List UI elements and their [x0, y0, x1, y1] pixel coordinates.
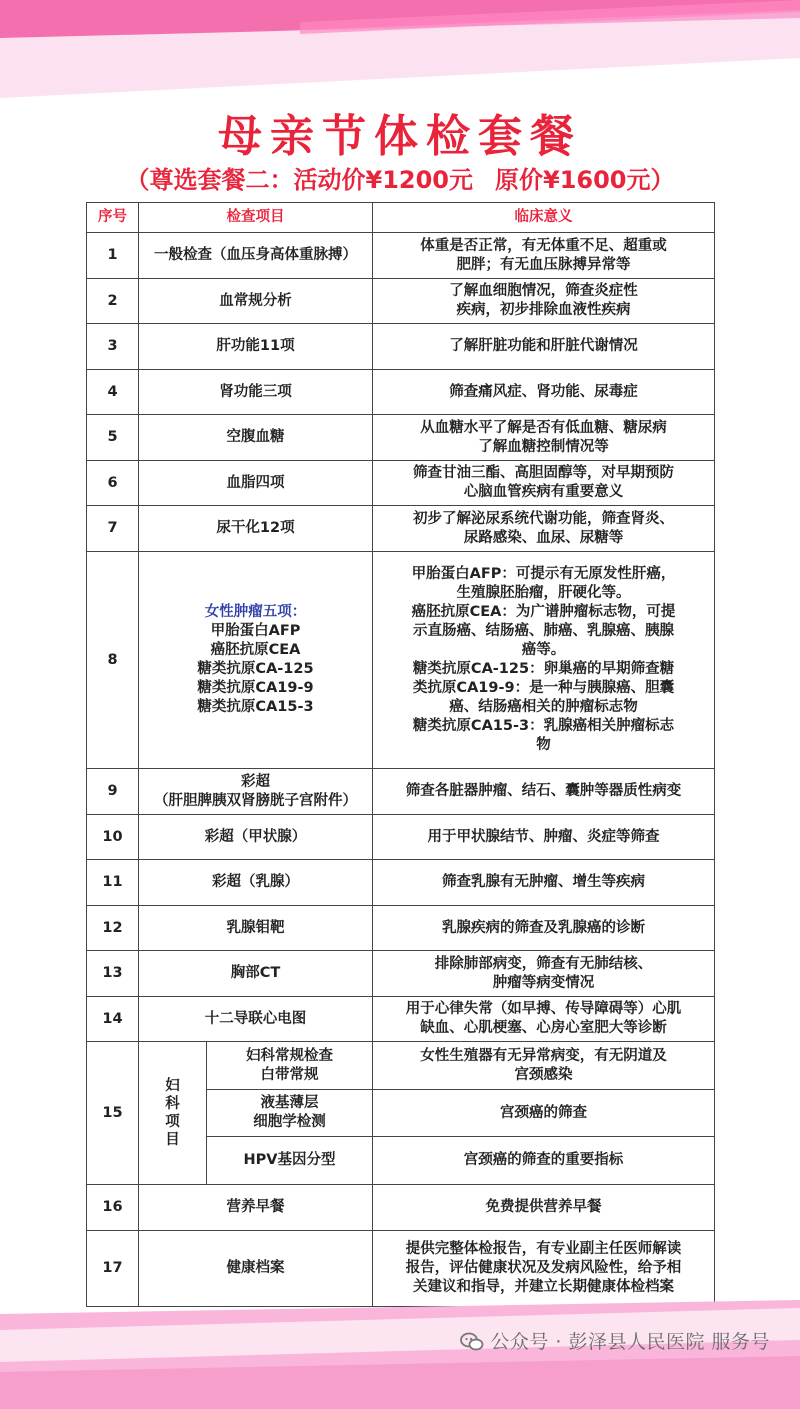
meaning-line: 用于心律失常（如早搏、传导障碍等）心肌 [405, 1001, 682, 1017]
check-item [207, 1090, 373, 1137]
table-row [87, 860, 715, 906]
meaning-line: 尿路感染、血尿、尿糖等 [463, 529, 624, 546]
meaning-line: 疾病，初步排除血液性疾病 [456, 302, 631, 318]
check-item: 血脂四项 [139, 461, 373, 506]
group-char: 妇 [165, 1078, 180, 1094]
meaning-line: 了解肝脏功能和肝脏代谢情况 [449, 338, 638, 354]
meaning-line: 筛查乳腺有无肿瘤、增生等疾病 [442, 874, 645, 890]
check-item: 空腹血糖 [139, 415, 373, 461]
meaning-line: 甲胎蛋白AFP：可提示有无原发性肝癌， [411, 566, 676, 582]
group-char: 目 [165, 1132, 180, 1148]
meaning-line: 宫颈感染 [514, 1066, 573, 1083]
meaning-line: 糖类抗原CA-125：卵巢癌的早期筛查糖 [412, 661, 675, 677]
item-line: 细胞学检测 [253, 1114, 326, 1130]
meaning-line: 肥胖；有无血压脉搏异常等 [456, 256, 631, 273]
table-row [87, 769, 715, 815]
check-item [207, 1137, 373, 1185]
group-char: 科 [165, 1096, 180, 1112]
gyn-group-label [139, 1042, 207, 1185]
meaning-line: 免费提供营养早餐 [485, 1199, 602, 1215]
meaning-line: 示直肠癌、结肠癌、肺癌、乳腺癌、胰腺 [413, 623, 674, 639]
meaning-line: 报告，评估健康状况及发病风险性，给予相 [405, 1260, 682, 1276]
item-group-title: 女性肿瘤五项： [204, 604, 307, 620]
row-number: 1 [87, 233, 139, 279]
clinical-meaning [373, 279, 715, 324]
row-number: 10 [87, 815, 139, 860]
clinical-meaning [373, 1185, 715, 1231]
clinical-meaning [373, 552, 715, 769]
item-line: 糖类抗原CA19-9 [197, 680, 314, 696]
check-item: 一般检查（血压身高体重脉搏） [139, 233, 373, 279]
meaning-line: 生殖腺胚胎瘤，肝硬化等。 [456, 585, 631, 601]
meaning-line: 从血糖水平了解是否有低血糖、糖尿病 [420, 419, 667, 436]
check-item [139, 552, 373, 769]
subtitle-original-price: 原价¥1600元） [495, 166, 675, 194]
check-item [139, 769, 373, 815]
table-row [87, 1042, 715, 1090]
table-row [87, 324, 715, 370]
footer-watermark [460, 1327, 770, 1354]
clinical-meaning [373, 233, 715, 279]
meaning-line: 用于甲状腺结节、肿瘤、炎症等筛查 [427, 828, 660, 845]
header-item: 检查项目 [139, 203, 373, 233]
check-item: 健康档案 [139, 1231, 373, 1307]
item-line: HPV基因分型 [243, 1152, 336, 1168]
item-line: 彩超 [241, 773, 270, 790]
meaning-line: 初步了解泌尿系统代谢功能，筛查肾炎、 [413, 510, 674, 527]
row-number: 8 [87, 552, 139, 769]
table-row [87, 233, 715, 279]
meaning-line: 癌、结肠癌相关的肿瘤标志物 [449, 699, 638, 715]
clinical-meaning [373, 997, 715, 1042]
row-number: 15 [87, 1042, 139, 1185]
clinical-meaning [373, 815, 715, 860]
row-number: 16 [87, 1185, 139, 1231]
item-line: 妇科常规检查 [246, 1047, 333, 1064]
row-number: 12 [87, 906, 139, 951]
row-number: 2 [87, 279, 139, 324]
meaning-line: 糖类抗原CA15-3：乳腺癌相关肿瘤标志 [412, 718, 675, 734]
checkup-table [86, 202, 715, 1307]
meaning-line: 缺血、心肌梗塞、心房心室肥大等诊断 [420, 1020, 667, 1036]
check-item: 胸部CT [139, 951, 373, 997]
subtitle-price: （尊选套餐二：活动价¥1200元 [125, 166, 473, 194]
meaning-line: 宫颈癌的筛查的重要指标 [463, 1152, 624, 1168]
row-number: 9 [87, 769, 139, 815]
clinical-meaning [373, 906, 715, 951]
check-item: 彩超（甲状腺） [139, 815, 373, 860]
table-row [87, 1231, 715, 1307]
check-item: 尿干化12项 [139, 506, 373, 552]
item-line: 癌胚抗原CEA [210, 642, 301, 658]
clinical-meaning [373, 506, 715, 552]
meaning-line: 肿瘤等病变情况 [492, 974, 595, 991]
meaning-line: 关建议和指导，并建立长期健康体检档案 [413, 1279, 674, 1295]
clinical-meaning [373, 461, 715, 506]
item-line: 液基薄层 [260, 1095, 319, 1111]
clinical-meaning [373, 1042, 715, 1090]
table-row [87, 506, 715, 552]
check-item: 乳腺钼靶 [139, 906, 373, 951]
footer-text: 公众号 · 彭泽县人民医院 服务号 [490, 1331, 770, 1353]
row-number: 6 [87, 461, 139, 506]
check-item: 营养早餐 [139, 1185, 373, 1231]
wechat-icon [460, 1332, 484, 1352]
table-row [87, 951, 715, 997]
table-row [87, 370, 715, 415]
clinical-meaning [373, 324, 715, 370]
meaning-line: 心脑血管疾病有重要意义 [463, 484, 624, 500]
clinical-meaning [373, 860, 715, 906]
item-line: 白带常规 [260, 1066, 319, 1083]
header-meaning: 临床意义 [373, 203, 715, 233]
clinical-meaning [373, 415, 715, 461]
table-row [87, 906, 715, 951]
meaning-line: 了解血细胞情况，筛查炎症性 [449, 283, 638, 299]
meaning-line: 排除肺部病变，筛查有无肺结核、 [434, 955, 653, 972]
meaning-line: 提供完整体检报告，有专业副主任医师解读 [405, 1241, 682, 1257]
table-row [87, 415, 715, 461]
item-line: 糖类抗原CA-125 [197, 661, 314, 677]
check-item: 血常规分析 [139, 279, 373, 324]
meaning-line: 类抗原CA19-9：是一种与胰腺癌、胆囊 [412, 680, 675, 696]
table-row [87, 279, 715, 324]
table-row [87, 997, 715, 1042]
clinical-meaning [373, 1231, 715, 1307]
meaning-line: 了解血糖控制情况等 [478, 438, 609, 455]
bottom-decoration [0, 1300, 800, 1409]
row-number: 13 [87, 951, 139, 997]
meaning-line: 物 [536, 737, 551, 753]
table-header [87, 203, 715, 233]
row-number: 4 [87, 370, 139, 415]
check-item [207, 1042, 373, 1090]
page-title: 母亲节体检套餐 [218, 111, 582, 162]
check-item: 肝功能11项 [139, 324, 373, 370]
clinical-meaning [373, 1090, 715, 1137]
table-row [87, 552, 715, 769]
item-line: 甲胎蛋白AFP [210, 623, 301, 639]
table-row [87, 815, 715, 860]
check-item: 彩超（乳腺） [139, 860, 373, 906]
row-number: 11 [87, 860, 139, 906]
item-line: 糖类抗原CA15-3 [197, 699, 314, 715]
row-number: 17 [87, 1231, 139, 1307]
row-number: 14 [87, 997, 139, 1042]
meaning-line: 癌胚抗原CEA：为广谱肿瘤标志物，可提 [411, 604, 676, 620]
group-char: 项 [165, 1114, 180, 1130]
table-row [87, 461, 715, 506]
row-number: 3 [87, 324, 139, 370]
clinical-meaning [373, 1137, 715, 1185]
meaning-line: 筛查痛风症、肾功能、尿毒症 [449, 383, 638, 400]
meaning-line: 乳腺疾病的筛查及乳腺癌的诊断 [442, 919, 645, 936]
meaning-line: 癌等。 [521, 642, 566, 658]
meaning-line: 宫颈癌的筛查 [500, 1104, 587, 1121]
top-decoration [0, 0, 800, 110]
item-line: （肝胆脾胰双肾膀胱子宫附件） [154, 792, 357, 809]
meaning-line: 女性生殖器有无异常病变，有无阴道及 [420, 1047, 667, 1064]
header-no: 序号 [87, 203, 139, 233]
clinical-meaning [373, 370, 715, 415]
row-number: 7 [87, 506, 139, 552]
check-item: 肾功能三项 [139, 370, 373, 415]
clinical-meaning [373, 951, 715, 997]
check-item: 十二导联心电图 [139, 997, 373, 1042]
clinical-meaning [373, 769, 715, 815]
table-row [87, 1185, 715, 1231]
row-number: 5 [87, 415, 139, 461]
package-subtitle [0, 160, 800, 195]
meaning-line: 筛查甘油三酯、高胆固醇等，对早期预防 [413, 465, 674, 481]
meaning-line: 体重是否正常，有无体重不足、超重或 [420, 237, 667, 254]
meaning-line: 筛查各脏器肿瘤、结石、囊肿等器质性病变 [405, 783, 682, 799]
